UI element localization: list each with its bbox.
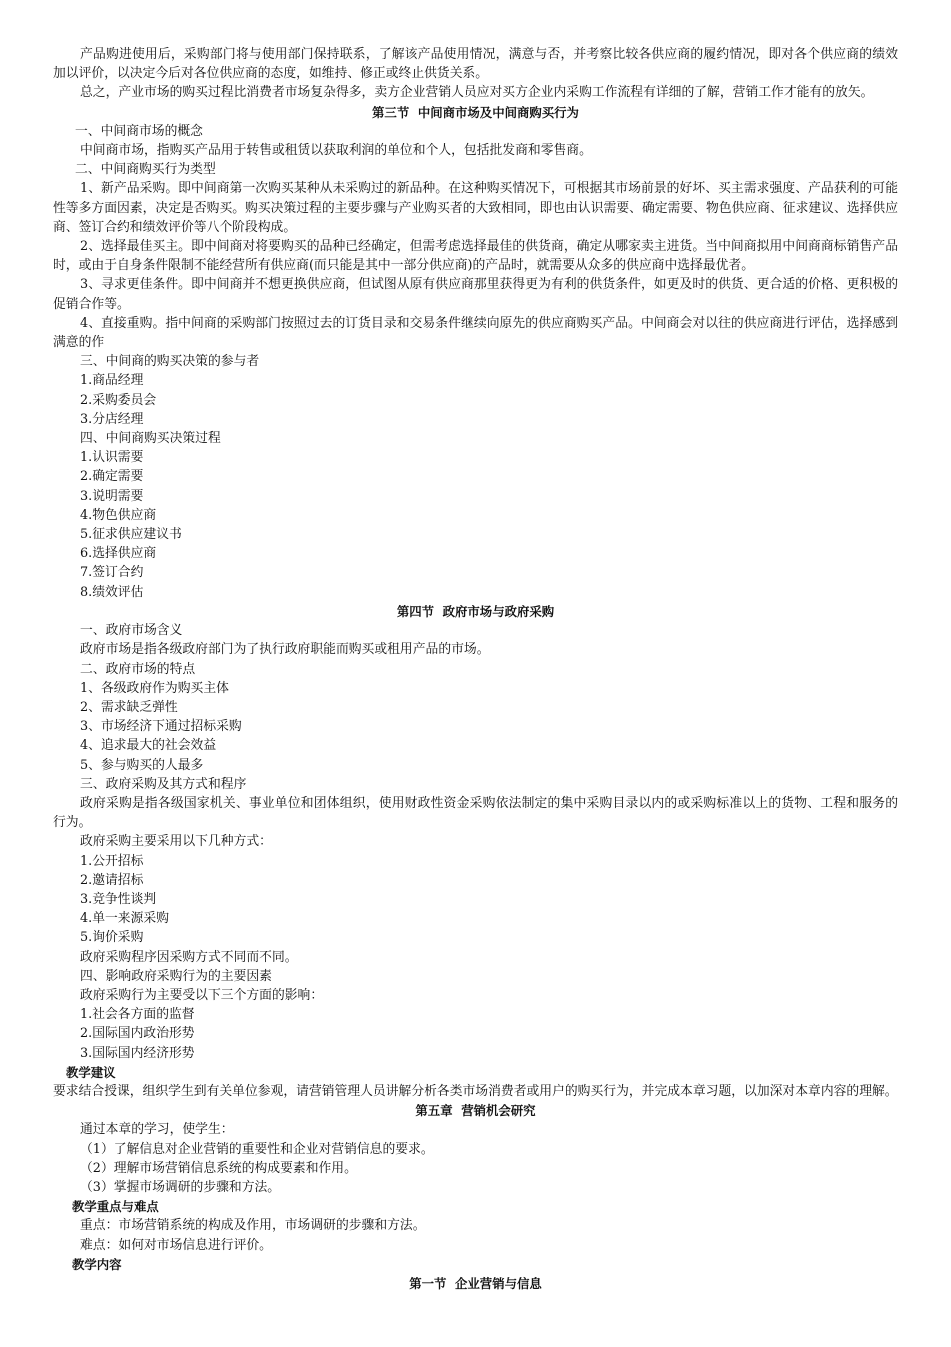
feature-item: 5、参与购买的人最多: [80, 757, 204, 773]
chapter5-intro: 通过本章的学习，使学生：: [80, 1122, 234, 1138]
feature-item: 4、追求最大的社会效益: [80, 738, 217, 754]
feature-item: 2、需求缺乏弹性: [80, 699, 178, 715]
process-step-item: 4.物色供应商: [80, 507, 157, 523]
factor-item: 1.社会各方面的监督: [80, 1007, 195, 1023]
feature-item: 1、各级政府作为购买主体: [80, 680, 229, 696]
section4-title: 第四节 政府市场与政府采购: [396, 603, 555, 619]
method-item: 1.公开招标: [80, 853, 144, 869]
procedure-text: 政府采购程序因采购方式不同而不同。: [80, 949, 298, 965]
key-difficulty-label: 教学重点与难点: [72, 1199, 159, 1215]
method-item: 2.邀请招标: [80, 872, 144, 888]
method-item: 3.竞争性谈判: [80, 891, 157, 907]
section4-procurement-heading: 三、政府采购及其方式和程序: [80, 776, 247, 792]
factors-intro: 政府采购行为主要受以下三个方面的影响：: [80, 987, 324, 1003]
purchase-type-item: 4、直接重购。指中间商的采购部门按照过去的订货目录和交易条件继续向原先的供应商购买产品。中间商会对以往的供应商进行评估，选择感到满意的作: [53, 315, 898, 351]
section4-features-heading: 二、政府市场的特点: [80, 661, 196, 677]
purchase-type-item: 2、选择最佳买主。即中间商对将要购买的品种已经确定，但需考虑选择最佳的供货商，确定从哪家卖主进货。当中间商拟用中间商商标销售产品时，或由于自身条件限制不能经营所有供应商(而只能是其中一部分供应商)的产品时，就需要从众多的供应商中选择最优者。: [53, 239, 898, 274]
section4-meaning-heading: 一、政府市场含义: [80, 623, 183, 639]
procurement-definition: 政府采购是指各级国家机关、事业单位和团体组织，使用财政性资金采购依法制定的集中采购目录以内的或采购标准以上的货物、工程和服务的行为。: [53, 795, 898, 831]
teaching-advice-text: 要求结合授课，组织学生到有关单位参观，请营销管理人员讲解分析各类市场消费者或用户的购买行为，并完成本章习题，以加深对本章内容的理解。: [53, 1083, 898, 1099]
key-points-text: 重点：市场营销系统的构成及作用，市场调研的步骤和方法。: [80, 1218, 426, 1234]
section3-concept-heading: 一、中间商市场的概念: [75, 123, 203, 139]
purchase-type-item: 3、寻求更佳条件。即中间商并不想更换供应商，但试图从原有供应商那里获得更为有利的供货条件，如更及时的供货、更合适的价格、更积极的促销合作等。: [53, 277, 898, 312]
process-step-item: 1.认识需要: [80, 450, 144, 466]
participant-item: 2.采购委员会: [80, 392, 157, 408]
teaching-advice-label: 教学建议: [66, 1064, 116, 1080]
process-step-item: 6.选择供应商: [80, 546, 157, 562]
process-step-item: 3.说明需要: [80, 488, 144, 504]
section3-title: 第三节 中间商市场及中间商购买行为: [372, 104, 579, 120]
section3-concept-text: 中间商市场，指购买产品用于转售或租赁以获取利润的单位和个人，包括批发商和零售商。: [80, 143, 592, 159]
feature-item: 3、市场经济下通过招标采购: [80, 719, 242, 735]
method-item: 5.询价采购: [80, 930, 144, 946]
section3-participants-heading: 三、中间商的购买决策的参与者: [80, 354, 260, 370]
supplier-evaluation-paragraph: 产品购进使用后，采购部门将与使用部门保持联系，了解该产品使用情况，满意与否，并考察比较各供应商的履约情况，即对各个供应商的绩效加以评价，以决定今后对各位供应商的态度，如维持、修正或终止供货关系。: [53, 47, 898, 82]
factor-item: 3.国际国内经济形势: [80, 1045, 195, 1061]
chapter5-section1-title: 第一节 企业营销与信息: [409, 1276, 542, 1291]
objective-item: （1）了解信息对企业营销的重要性和企业对营销信息的要求。: [80, 1141, 434, 1157]
section3-process-heading: 四、中间商购买决策过程: [80, 431, 221, 447]
difficulties-text: 难点：如何对市场信息进行评价。: [80, 1237, 272, 1253]
process-step-item: 8.绩效评估: [80, 584, 144, 600]
teaching-content-label: 教学内容: [72, 1256, 122, 1272]
methods-intro: 政府采购主要采用以下几种方式：: [80, 834, 272, 850]
section4-meaning-text: 政府市场是指各级政府部门为了执行政府职能而购买或租用产品的市场。: [80, 642, 490, 658]
chapter5-title: 第五章 营销机会研究: [415, 1103, 536, 1119]
process-step-item: 7.签订合约: [80, 565, 144, 581]
process-step-item: 2.确定需要: [80, 469, 144, 485]
objective-item: （3）掌握市场调研的步骤和方法。: [80, 1179, 281, 1195]
method-item: 4.单一来源采购: [80, 911, 169, 927]
participant-item: 1.商品经理: [80, 373, 144, 389]
section3-types-heading: 二、中间商购买行为类型: [75, 162, 216, 178]
summary-paragraph: 总之，产业市场的购买过程比消费者市场复杂得多，卖方企业营销人员应对买方企业内采购工作流程有详细的了解，营销工作才能有的放矢。: [80, 85, 874, 101]
process-step-item: 5.征求供应建议书: [80, 527, 182, 543]
objective-item: （2）理解市场营销信息系统的构成要素和作用。: [80, 1160, 357, 1176]
participant-item: 3.分店经理: [80, 411, 144, 427]
factor-item: 2.国际国内政治形势: [80, 1026, 195, 1042]
section4-factors-heading: 四、影响政府采购行为的主要因素: [80, 968, 272, 984]
purchase-type-item: 1、新产品采购。即中间商第一次购买某种从未采购过的新品种。在这种购买情况下，可根据其市场前景的好坏、买主需求强度、产品获利的可能性等多方面因素，决定是否购买。购买决策过程的主要步骤与产业购买者的大致相同，即也由认识需要、确定需要、物色供应商、征求建议、选择供应商、签订合约和绩效评价等八个阶段构成。: [53, 181, 898, 235]
